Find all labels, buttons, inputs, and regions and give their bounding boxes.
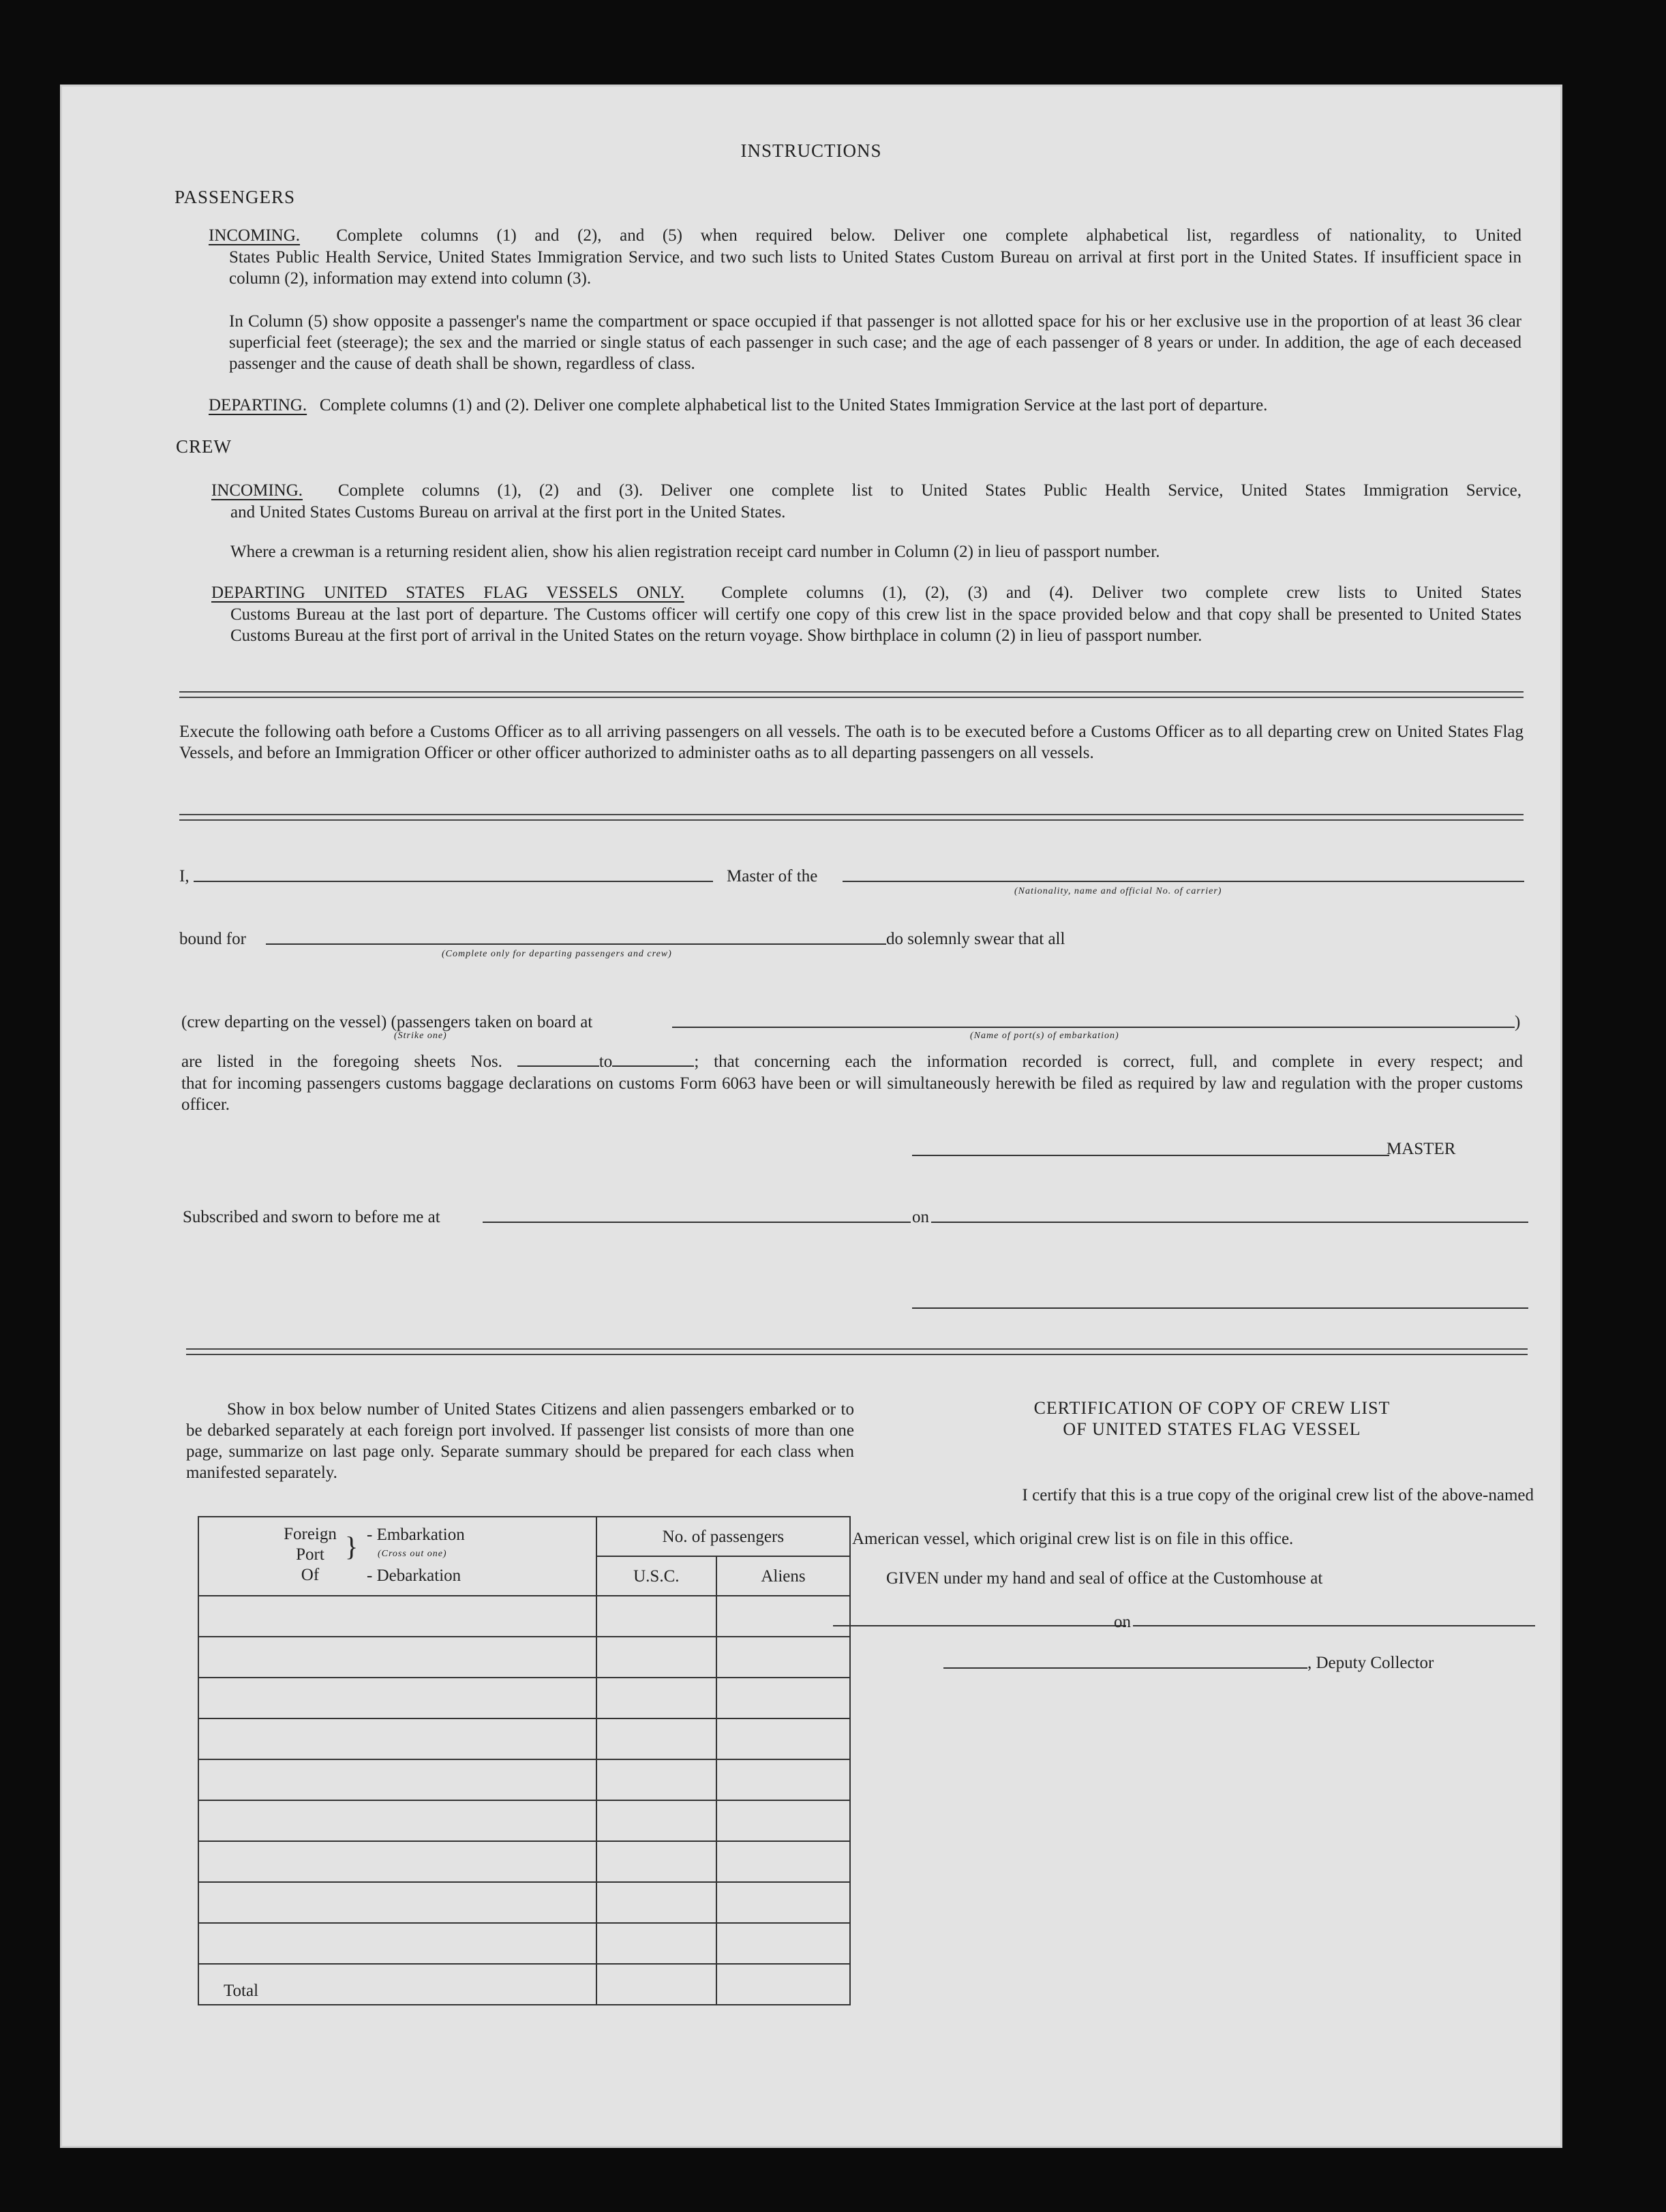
- listed-line1: [181, 1051, 1523, 1072]
- aliens-cell[interactable]: [716, 1841, 850, 1882]
- master-signature-field[interactable]: [912, 1155, 1389, 1156]
- oath-i-label: I,: [179, 867, 190, 885]
- of-label: Of: [301, 1566, 320, 1584]
- sworn-on-label: on: [912, 1208, 929, 1226]
- table-row: [198, 1800, 850, 1841]
- foreign-port-of: [279, 1524, 341, 1586]
- aliens-cell[interactable]: [716, 1596, 850, 1637]
- usc-cell[interactable]: [596, 1596, 716, 1637]
- brace-glyph: }: [345, 1531, 359, 1562]
- bound-for-field[interactable]: [266, 943, 886, 945]
- summary-table: [198, 1516, 851, 2005]
- port-cell[interactable]: [198, 1759, 596, 1800]
- aliens-cell[interactable]: [716, 1923, 850, 1964]
- summary-instruction: Show in box below number of United States Citizens and alien passengers embarked or to be debarked separately at each foreign port involved. If passenger list consists of more than one page, summarize on last page only. Separate summary should be prepared for each class when manifested separately.: [186, 1400, 854, 1482]
- listed-rest: that for incoming passengers customs baggage declarations on customs Form 6063 have been or will simultaneously herewith be filed as required by law and regulation with the proper customs officer.: [181, 1074, 1523, 1114]
- carrier-field[interactable]: [843, 881, 1524, 882]
- crew-incoming-line1: [211, 480, 1521, 501]
- table-row: [198, 1759, 850, 1800]
- usc-cell[interactable]: [596, 1841, 716, 1882]
- crew-incoming-text: Complete columns (1), (2) and (3). Deliver one complete list to United States Public Health Service, United States Immigration Service,: [337, 481, 1521, 500]
- sworn-date-field[interactable]: [931, 1222, 1528, 1223]
- aliens-total-cell[interactable]: [716, 1964, 850, 2005]
- port-header-cell: [198, 1517, 596, 1596]
- deputy-signature-field[interactable]: [943, 1667, 1307, 1669]
- passengers-incoming-rest: States Public Health Service, United States Immigration Service, and two such lists to United States Custom Bureau on arrival at first port in the United States. If insufficient space in column (2), information may extend into column (3).: [229, 248, 1521, 288]
- table-row: [198, 1637, 850, 1678]
- table-row: [198, 1923, 850, 1964]
- table-row: [198, 1718, 850, 1759]
- cross-out-caption: (Cross out one): [378, 1549, 447, 1559]
- close-paren: ): [1515, 1013, 1521, 1031]
- certification-title-line1: CERTIFICATION OF COPY OF CREW LIST: [1033, 1398, 1391, 1418]
- listed-text-a: are listed in the foregoing sheets Nos.: [181, 1052, 502, 1071]
- bound-for-label: bound for: [179, 930, 246, 948]
- crew-incoming-rest: and United States Customs Bureau on arrival at the first port in the United States.: [230, 503, 786, 521]
- table-row: [198, 1596, 850, 1637]
- passengers-departing-label: DEPARTING.: [209, 396, 307, 414]
- port-cell[interactable]: [198, 1718, 596, 1759]
- officer-signature-field[interactable]: [912, 1307, 1528, 1309]
- usc-cell[interactable]: [596, 1882, 716, 1923]
- sheet-from-field[interactable]: [517, 1065, 599, 1067]
- usc-cell[interactable]: [596, 1923, 716, 1964]
- aliens-header: Aliens: [716, 1556, 850, 1596]
- port-cell[interactable]: [198, 1841, 596, 1882]
- listed-text-b: ; that concerning each the information recorded is correct, full, and complete in every respect; and: [694, 1052, 1524, 1071]
- usc-header: U.S.C.: [596, 1556, 716, 1596]
- port-cell[interactable]: [198, 1637, 596, 1678]
- crew-departing-rest: Customs Bureau at the last port of departure. The Customs officer will certify one copy of this crew list in the space provided below and that copy shall be presented to United States Customs Bureau at the first port of arrival in the United States on the return voyage. Show birthplace in column (2) in lieu of passport number.: [230, 605, 1521, 645]
- divider: [179, 814, 1524, 821]
- certification-title: [892, 1397, 1532, 1440]
- master-of-label: Master of the: [727, 867, 818, 885]
- total-label: Total: [198, 1964, 596, 2005]
- crew-incoming-label: INCOMING.: [211, 481, 303, 500]
- crew-heading: CREW: [176, 436, 232, 457]
- master-label: MASTER: [1387, 1140, 1456, 1158]
- oath-instruction: Execute the following oath before a Customs Officer as to all arriving passengers on all vessels. The oath is to be executed before a Customs Officer as to all departing crew on United States Flag Vessels, and before an Immigration Officer or other officer authorized to administer oaths as to all departing passengers on all vessels.: [179, 723, 1524, 762]
- table-row: [198, 1678, 850, 1718]
- port-cell[interactable]: [198, 1800, 596, 1841]
- aliens-cell[interactable]: [716, 1882, 850, 1923]
- embarkation-port-field[interactable]: [672, 1027, 1515, 1028]
- deputy-collector-label: , Deputy Collector: [1307, 1654, 1434, 1672]
- total-row: [198, 1964, 850, 2005]
- port-cell[interactable]: [198, 1923, 596, 1964]
- usc-cell[interactable]: [596, 1759, 716, 1800]
- embarkation-label: - Embarkation: [367, 1526, 465, 1544]
- crew-passengers-text: (crew departing on the vessel) (passengers taken on board at: [181, 1013, 593, 1031]
- passengers-departing: [209, 395, 1521, 416]
- usc-cell[interactable]: [596, 1718, 716, 1759]
- usc-total-cell[interactable]: [596, 1964, 716, 2005]
- port-label: Port: [296, 1545, 324, 1564]
- aliens-cell[interactable]: [716, 1800, 850, 1841]
- listed-to-text: to: [599, 1052, 613, 1071]
- crew-departing-text: Complete columns (1), (2), (3) and (4). Deliver two complete crew lists to United States: [721, 584, 1522, 602]
- subscribed-text: Subscribed and sworn to before me at: [183, 1208, 440, 1226]
- debarkation-label: - Debarkation: [367, 1566, 461, 1585]
- passengers-heading: PASSENGERS: [175, 187, 296, 207]
- foreign-label: Foreign: [284, 1525, 337, 1543]
- divider: [179, 691, 1524, 698]
- usc-cell[interactable]: [596, 1678, 716, 1718]
- crew-returning-text: Where a crewman is a returning resident alien, show his alien registration receipt card number in Column (2) in lieu of passport number.: [230, 543, 1160, 561]
- form-sheet: [60, 85, 1562, 2148]
- customhouse-field[interactable]: [833, 1625, 1126, 1626]
- master-name-field[interactable]: [194, 881, 713, 882]
- port-cell[interactable]: [198, 1882, 596, 1923]
- bound-for-caption: (Complete only for departing passengers and crew): [442, 949, 672, 959]
- passengers-column5-text: In Column (5) show opposite a passenger's name the compartment or space occupied if that passenger is not allotted space for his or her exclusive use in the proportion of at least 36 clear superficial feet (steerage); the sex and the married or single status of each passenger in such case; and the age of each passenger of 8 years or under. In addition, the age of each deceased passenger and the cause of death shall be shown, regardless of class.: [229, 312, 1521, 373]
- certify-line1: I certify that this is a true copy of the original crew list of the above-named: [1022, 1486, 1534, 1504]
- certification-title-line2: OF UNITED STATES FLAG VESSEL: [1063, 1419, 1361, 1439]
- page-title: INSTRUCTIONS: [740, 140, 882, 161]
- crew-departing-label: DEPARTING UNITED STATES FLAG VESSELS ONLY.: [211, 584, 684, 602]
- passengers-incoming-line1: [209, 225, 1521, 246]
- port-caption: (Name of port(s) of embarkation): [970, 1031, 1119, 1041]
- aliens-cell[interactable]: [716, 1759, 850, 1800]
- carrier-caption: (Nationality, name and official No. of carrier): [1014, 886, 1222, 896]
- usc-cell[interactable]: [596, 1800, 716, 1841]
- aliens-cell[interactable]: [716, 1637, 850, 1678]
- aliens-cell[interactable]: [716, 1718, 850, 1759]
- given-date-field[interactable]: [1133, 1625, 1535, 1626]
- passengers-incoming-text: Complete columns (1) and (2), and (5) when required below. Deliver one complete alphabetical list, regardless of nationality, to United: [336, 226, 1522, 245]
- sheet-to-field[interactable]: [612, 1065, 694, 1067]
- port-cell[interactable]: [198, 1678, 596, 1718]
- strike-one-caption: (Strike one): [394, 1031, 447, 1041]
- no-of-passengers-header: No. of passengers: [596, 1517, 850, 1556]
- aliens-cell[interactable]: [716, 1678, 850, 1718]
- certify-line2: American vessel, which original crew list is on file in this office.: [852, 1530, 1294, 1548]
- table-row: [198, 1841, 850, 1882]
- passengers-departing-text: Complete columns (1) and (2). Deliver one complete alphabetical list to the United States Immigration Service at the last port of departure.: [319, 396, 1268, 414]
- port-cell[interactable]: [198, 1596, 596, 1637]
- divider: [186, 1348, 1528, 1355]
- crew-departing-line1: [211, 582, 1521, 603]
- usc-cell[interactable]: [596, 1637, 716, 1678]
- given-text: GIVEN under my hand and seal of office at the Customhouse at: [886, 1569, 1323, 1588]
- passengers-incoming-label: INCOMING.: [209, 226, 301, 245]
- sworn-place-field[interactable]: [483, 1222, 911, 1223]
- given-on-label: on: [1114, 1613, 1131, 1631]
- swear-text: do solemnly swear that all: [886, 930, 1065, 948]
- table-row: [198, 1882, 850, 1923]
